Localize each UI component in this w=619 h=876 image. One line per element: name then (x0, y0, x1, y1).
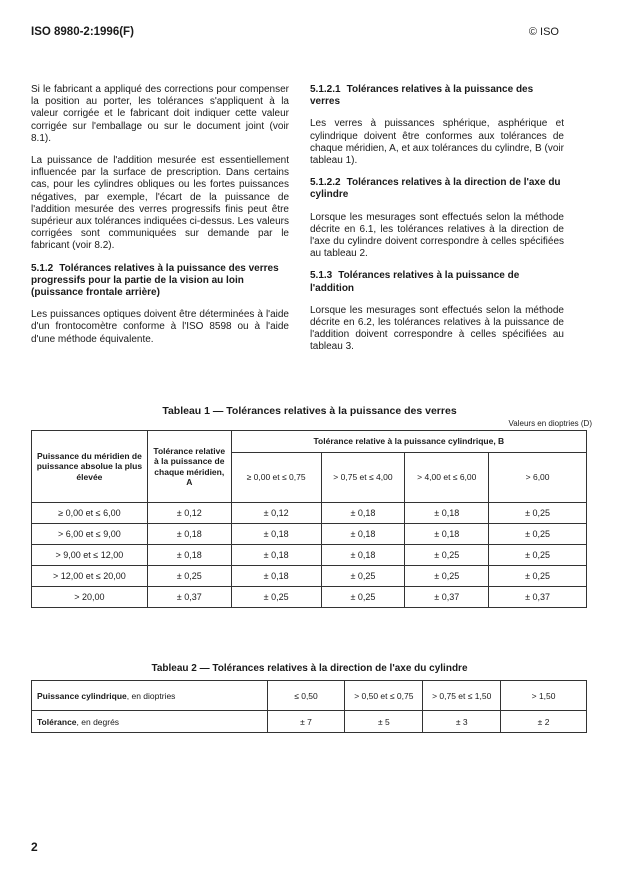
table-cell: ± 0,25 (147, 566, 231, 587)
table-cell: ± 0,18 (321, 503, 405, 524)
subheader-cylinder-range: > 6,00 (489, 453, 587, 503)
table-cell: ± 0,37 (405, 587, 489, 608)
section-number: 5.1.2.1 (310, 84, 341, 95)
table-cell: > 1,50 (501, 681, 587, 711)
table-cell: ± 0,25 (321, 587, 405, 608)
document-reference: ISO 8980-2:1996(F) (31, 26, 134, 38)
section-title: Tolérances relatives à la puissance des verres (310, 84, 534, 108)
paragraph: La puissance de l'addition mesurée est essentiellement influencée par la surface de prescription. Dans certains cas, pour les cylindres obliques ou les fortes puissances négatives, par exemple, l'écart de la puissance de l'addition mesurée des verres progressifs finis peut être supérieur aux tolérances indiquées ci-dessus. Les valeurs corrigées sont communiquées sur demande par le fabricant (voir 8.2). (31, 155, 289, 252)
table-2 (31, 680, 587, 733)
table-cell: ± 0,25 (489, 503, 587, 524)
row-label-tolerance (32, 711, 268, 733)
table-cell: ± 0,18 (147, 545, 231, 566)
table-row (32, 545, 587, 566)
header-meridian-tolerance: Tolérance relative à la puissance de chaque méridien, A (147, 431, 231, 503)
table-cell: > 9,00 et ≤ 12,00 (32, 545, 148, 566)
section-heading-5-1-2-2 (310, 177, 564, 201)
table-cell: ± 0,37 (147, 587, 231, 608)
section-number: 5.1.2.2 (310, 177, 341, 189)
table-cell: ± 0,25 (405, 545, 489, 566)
label-bold: Tolérance (37, 716, 77, 727)
table-cell: ± 7 (267, 711, 345, 733)
subheader-cylinder-range: > 4,00 et ≤ 6,00 (405, 453, 489, 503)
table-1-title: Tableau 1 — Tolérances relatives à la puissance des verres (162, 405, 457, 417)
table-1-units: Valeurs en dioptries (D) (508, 419, 592, 428)
table-row (32, 503, 587, 524)
section-heading-5-1-3 (310, 270, 564, 294)
section-number: 5.1.2 (31, 262, 54, 274)
paragraph: Lorsque les mesurages sont effectués selon la méthode décrite en 6.1, les tolérances relatives à la direction de l'axe du cylindre doivent correspondre à celles spécifiées au tableau 2. (310, 211, 564, 260)
subheader-cylinder-range: ≥ 0,00 et ≤ 0,75 (231, 453, 321, 503)
table-cell: ± 2 (501, 711, 587, 733)
table-cell: ± 0,18 (321, 545, 405, 566)
table-cell: ± 0,12 (147, 503, 231, 524)
paragraph: Les verres à puissances sphérique, asphérique et cylindrique doivent être conformes aux tolérances de chaque méridien, A, et aux tolérances du cylindre, B (voir tableau 1). (310, 118, 564, 167)
page-number: 2 (31, 840, 38, 854)
table-cell: ± 0,18 (231, 545, 321, 566)
section-title: Tolérances relatives à la puissance de l'addition (310, 270, 520, 294)
table-cell: > 0,50 et ≤ 0,75 (345, 681, 423, 711)
section-heading-5-1-2-1 (310, 84, 564, 108)
table-row (32, 524, 587, 545)
section-title: Tolérances relatives à la puissance des verres progressifs pour la partie de la vision au loin (puissance frontale arrière) (31, 262, 279, 299)
right-column (310, 84, 564, 364)
table-row (32, 566, 587, 587)
table-cell: ± 0,18 (147, 524, 231, 545)
label-rest: , en degrés (76, 716, 120, 727)
table-cell: ± 0,25 (231, 587, 321, 608)
table-cell: ± 0,25 (489, 566, 587, 587)
table-cell: ± 0,25 (405, 566, 489, 587)
table-cell: ± 3 (423, 711, 501, 733)
table-cell: ± 0,18 (321, 524, 405, 545)
row-label-cylinder-power (32, 681, 268, 711)
table-cell: ± 0,18 (405, 503, 489, 524)
table-2-title: Tableau 2 — Tolérances relatives à la direction de l'axe du cylindre (151, 663, 468, 674)
paragraph: Si le fabricant a appliqué des corrections pour compenser la position au porter, les tolérances s'appliquent à la valeur corrigée et le fabricant doit indiquer cette valeur corrigée sur l'emballage ou sur le document joint (voir 8.1). (31, 84, 289, 144)
table-cell: ± 0,25 (489, 545, 587, 566)
section-heading-5-1-2 (31, 263, 289, 300)
table-cell: > 6,00 et ≤ 9,00 (32, 524, 148, 545)
paragraph: Les puissances optiques doivent être déterminées à l'aide d'un frontocomètre conforme à l'ISO 8598 ou à l'aide d'une méthode équivalente. (31, 309, 289, 345)
label-bold: Puissance cylindrique (37, 690, 127, 701)
table-cell: ± 0,25 (321, 566, 405, 587)
table-cell: ± 0,18 (231, 524, 321, 545)
table-1 (31, 430, 587, 608)
table-cell: ± 0,12 (231, 503, 321, 524)
table-cell: > 20,00 (32, 587, 148, 608)
section-title: Tolérances relatives à la direction de l'axe du cylindre (310, 177, 561, 201)
table-cell: ± 0,37 (489, 587, 587, 608)
label-rest: , en dioptries (126, 690, 176, 701)
header-cylinder-tolerance: Tolérance relative à la puissance cylindrique, B (231, 431, 586, 453)
table-cell: ≥ 0,00 et ≤ 6,00 (32, 503, 148, 524)
table-cell: > 0,75 et ≤ 1,50 (423, 681, 501, 711)
table-row (32, 681, 587, 711)
copyright-mark: © ISO (528, 26, 559, 38)
table-row (32, 711, 587, 733)
paragraph: Lorsque les mesurages sont effectués selon la méthode décrite en 6.2, les tolérances relatives à la puissance de l'addition doivent correspondre à celles spécifiées au tableau 3. (310, 304, 564, 353)
table-cell: ± 0,25 (489, 524, 587, 545)
left-column (31, 84, 289, 356)
table-row (32, 587, 587, 608)
table-cell: ± 0,18 (405, 524, 489, 545)
table-cell: > 12,00 et ≤ 20,00 (32, 566, 148, 587)
section-number: 5.1.3 (310, 270, 333, 282)
table-cell: ≤ 0,50 (267, 681, 345, 711)
subheader-cylinder-range: > 0,75 et ≤ 4,00 (321, 453, 405, 503)
header-meridian-power: Puissance du méridien de puissance absolue la plus élevée (32, 431, 148, 503)
table-cell: ± 5 (345, 711, 423, 733)
table-cell: ± 0,18 (231, 566, 321, 587)
